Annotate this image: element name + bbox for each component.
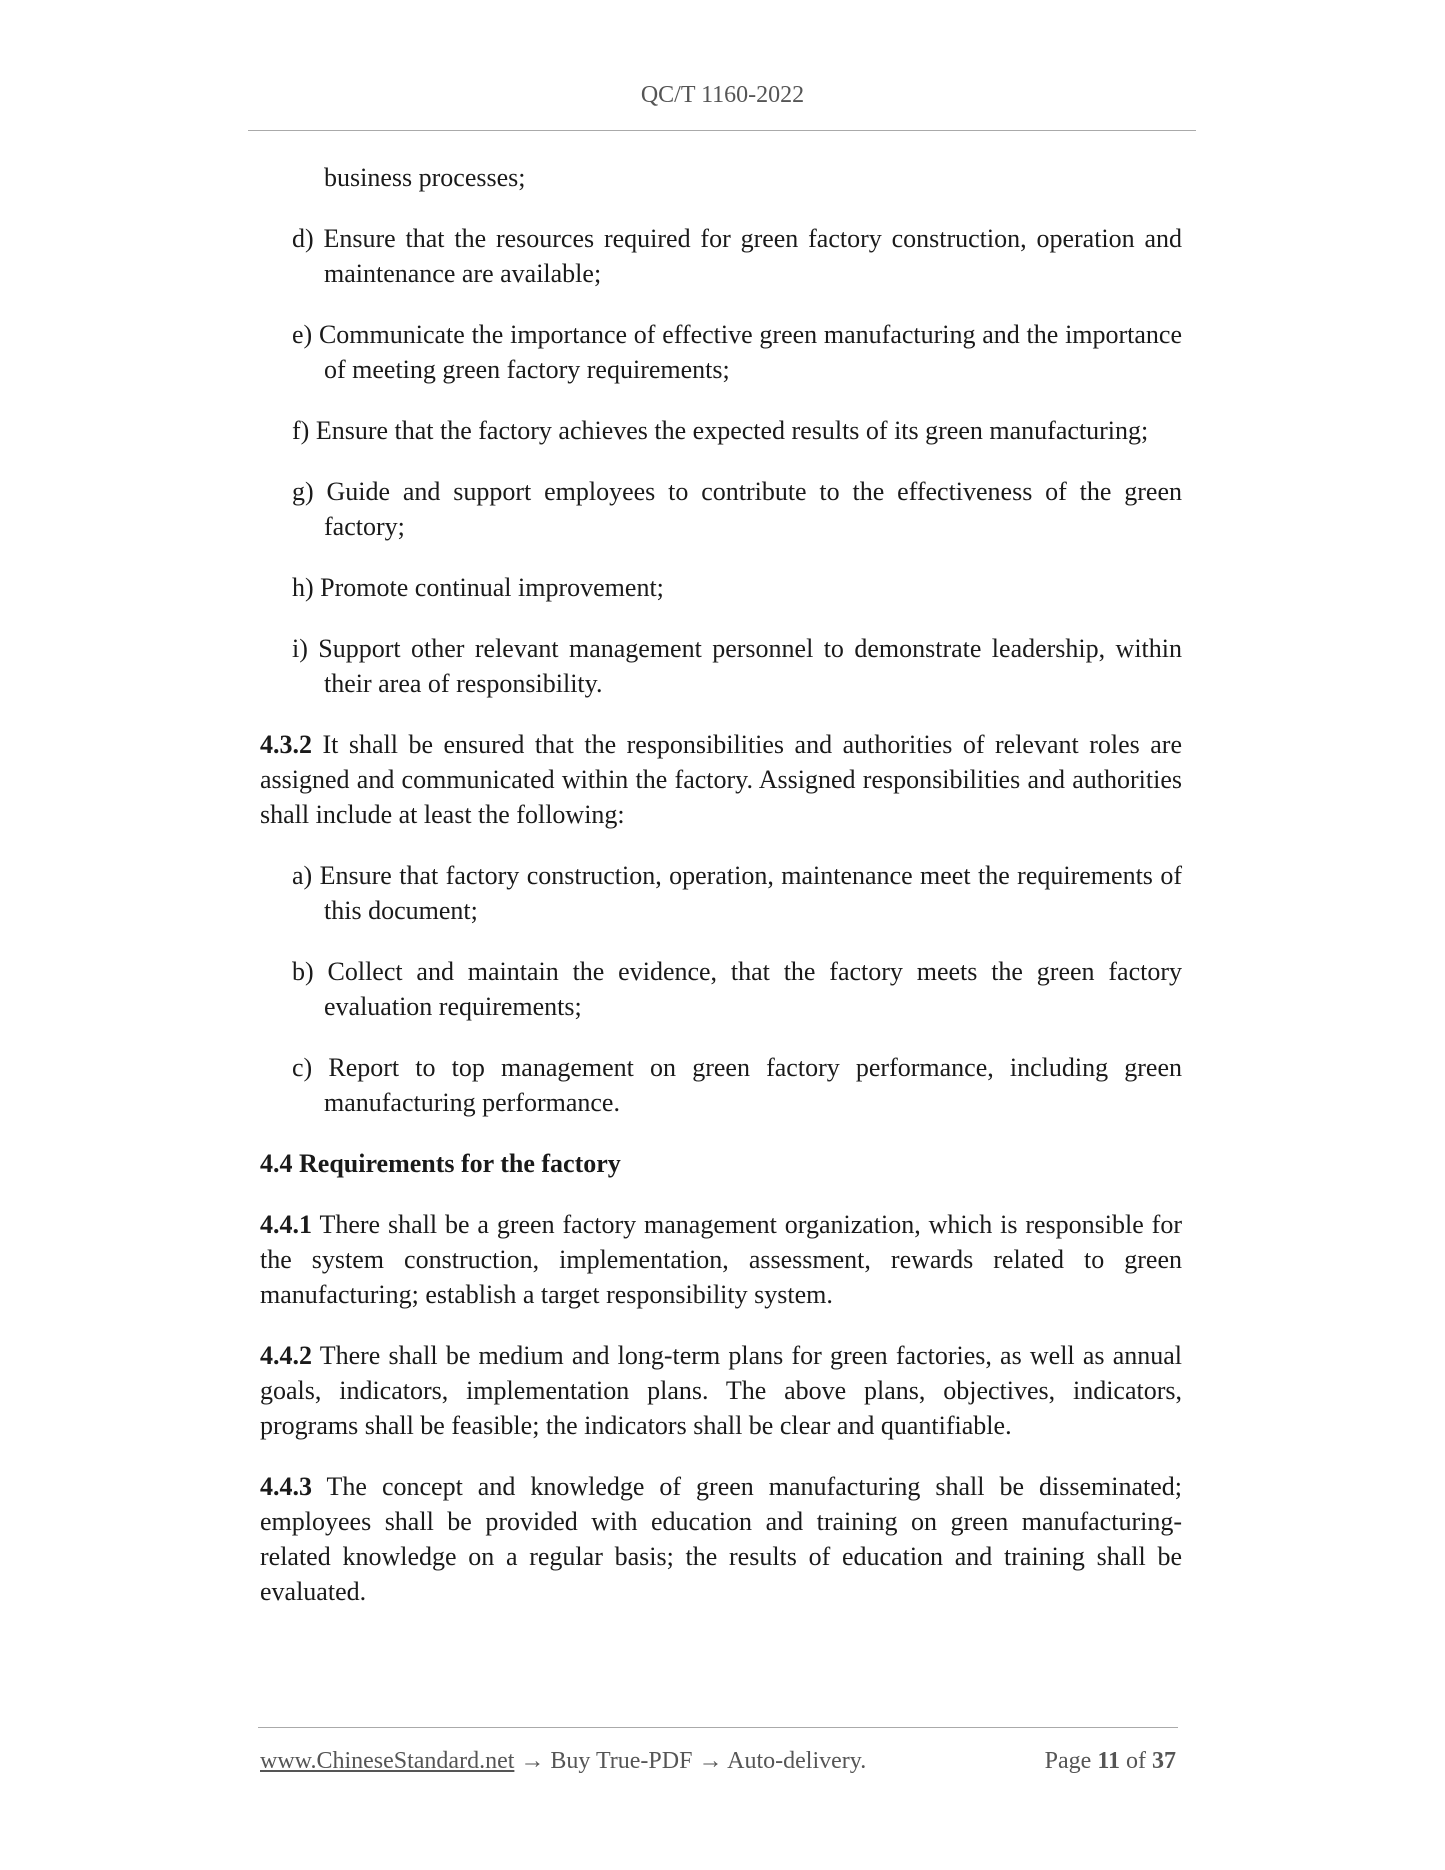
- page-indicator: [1045, 1748, 1176, 1775]
- buy-text: Buy True-PDF: [550, 1748, 693, 1774]
- list-item-b: [292, 954, 1182, 1024]
- clause-text: There shall be medium and long-term plans for green factories, as well as annual goals, indicators, implementation plans. The above plans, objectives, indicators, programs shall be feasible; the indicators shall be clear and quantifiable.: [260, 1341, 1182, 1440]
- list-text: Communicate the importance of effective green manufacturing and the importance of meeting green factory requirements;: [318, 320, 1183, 384]
- header-divider: [248, 130, 1196, 131]
- list-label: a): [292, 861, 313, 890]
- continued-text: business processes;: [324, 163, 526, 192]
- of-word: of: [1126, 1748, 1146, 1774]
- clause-4-4-1: [260, 1207, 1182, 1312]
- list-text: Ensure that the resources required for green factory construction, operation and maintenance are available;: [323, 224, 1183, 288]
- list-label: f): [292, 416, 310, 445]
- list-item-f: [292, 413, 1182, 448]
- list-text: Ensure that factory construction, operation, maintenance meet the requirements of this document;: [319, 861, 1182, 925]
- page-body: [260, 160, 1182, 1635]
- clause-number: 4.3.2: [260, 730, 312, 759]
- list-item-g: [292, 474, 1182, 544]
- clause-number: 4.4.2: [260, 1341, 312, 1370]
- list-item-a: [292, 858, 1182, 928]
- clause-number: 4.4.1: [260, 1210, 312, 1239]
- list-text: Report to top management on green factory performance, including green manufacturing performance.: [324, 1053, 1183, 1117]
- arrow-right-icon: →: [514, 1748, 551, 1774]
- list-item-e: [292, 317, 1182, 387]
- list-text: Promote continual improvement;: [320, 573, 664, 602]
- clause-text: The concept and knowledge of green manufacturing shall be disseminated; employees shall be provided with education and training on green manufacturing-related knowledge on a regular basis; the results of education and training shall be evaluated.: [260, 1472, 1182, 1606]
- section-heading-4-4: 4.4 Requirements for the factory: [260, 1149, 621, 1178]
- list-label: d): [292, 224, 314, 253]
- footer-divider: [258, 1727, 1178, 1728]
- clause-text: It shall be ensured that the responsibilities and authorities of relevant roles are assigned and communicated within the factory. Assigned responsibilities and authorities shall include at least the following:: [260, 730, 1182, 829]
- list-label: g): [292, 477, 314, 506]
- clause-number: 4.4.3: [260, 1472, 312, 1501]
- list-label: i): [292, 634, 308, 663]
- list-label: c): [292, 1053, 313, 1082]
- list-item-d: [292, 221, 1182, 291]
- clause-4-3-2: [260, 727, 1182, 832]
- arrow-right-icon: →: [692, 1748, 728, 1774]
- current-page: 11: [1097, 1748, 1120, 1774]
- page-word: Page: [1044, 1748, 1092, 1774]
- clause-4-4-2: [260, 1338, 1182, 1443]
- footer-promo: [260, 1748, 866, 1775]
- clause-4-4-3: [260, 1469, 1182, 1609]
- standard-code: QC/T 1160-2022: [640, 82, 805, 108]
- website-link[interactable]: www.ChineseStandard.net: [260, 1748, 515, 1774]
- total-pages: 37: [1152, 1748, 1176, 1774]
- delivery-text: Auto-delivery.: [727, 1748, 867, 1774]
- list-label: b): [292, 957, 314, 986]
- list-text: Guide and support employees to contribute to the effectiveness of the green factory;: [324, 477, 1183, 541]
- list-text: Support other relevant management personnel to demonstrate leadership, within their area of responsibility.: [318, 634, 1183, 698]
- clause-text: There shall be a green factory management organization, which is responsible for the system construction, implementation, assessment, rewards related to green manufacturing; establish a target responsibility system.: [260, 1210, 1182, 1309]
- list-text: Collect and maintain the evidence, that the factory meets the green factory evaluation requirements;: [324, 957, 1182, 1021]
- list-item-i: [292, 631, 1182, 701]
- list-label: h): [292, 573, 314, 602]
- list-label: e): [292, 320, 313, 349]
- list-item-c: [292, 1050, 1182, 1120]
- list-text: Ensure that the factory achieves the expected results of its green manufacturing;: [315, 416, 1149, 445]
- list-item-h: [292, 570, 1182, 605]
